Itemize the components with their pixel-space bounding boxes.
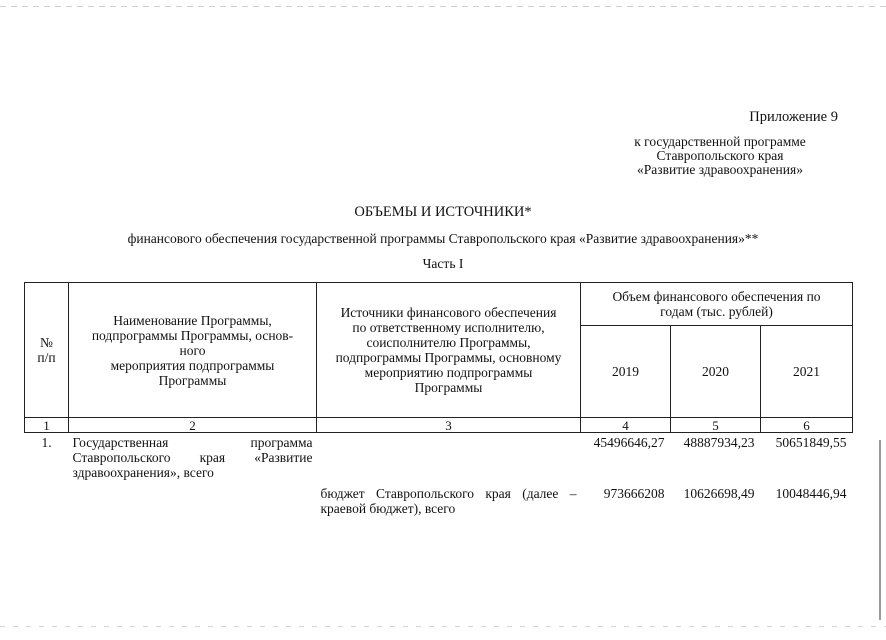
header-sources-line: мероприятию подпрограммы [364, 365, 533, 380]
header-name [69, 283, 317, 418]
header-sources-line: по ответственному исполнителю, [352, 320, 545, 335]
budget-table [24, 282, 853, 516]
header-year-2020: 2020 [671, 326, 761, 418]
header-name-line: подпрограммы Программы, основ- [91, 327, 294, 343]
header-volume [581, 283, 853, 326]
header-sources-line: Программы [414, 380, 483, 395]
column-number: 2 [69, 418, 317, 433]
row-value-2019: 973666208 [603, 486, 665, 501]
header-name-line: Программы [158, 372, 227, 388]
header-sources-line: Источники финансового обеспечения [340, 305, 557, 320]
column-number: 1 [25, 418, 69, 433]
header-year-2019: 2019 [581, 326, 671, 418]
header-sources-line: соисполнителю Программы, [366, 335, 531, 350]
header-name-line: мероприятия подпрограммы [110, 357, 275, 373]
header-name-line: Наименование Программы, [113, 312, 272, 328]
row-value-2021: 50651849,55 [775, 435, 847, 450]
row-number [25, 480, 69, 516]
appendix-reference-line: Ставропольского края [656, 148, 784, 163]
table-row [25, 480, 853, 516]
row-value-2020: 48887934,23 [683, 435, 755, 450]
column-number: 4 [581, 418, 671, 433]
header-number-line: п/п [37, 350, 56, 365]
appendix-reference [600, 135, 840, 177]
scan-edge-top [0, 6, 886, 7]
column-number: 3 [317, 418, 581, 433]
header-volume-line: годам (тыс. рублей) [660, 304, 773, 319]
appendix-label: Приложение 9 [749, 109, 838, 125]
row-number: 1. [41, 435, 52, 450]
column-number: 6 [761, 418, 853, 433]
row-name: Государственная программа Ставропольского края «Развитие здравоохранения», всего [72, 435, 313, 480]
row-source: бюджет Ставропольского края (далее – краевой бюджет), всего [320, 486, 577, 516]
scan-edge-bottom [0, 626, 886, 627]
row-name [69, 480, 317, 516]
row-value-2021: 10048446,94 [775, 486, 847, 501]
document-title: ОБЪЕМЫ И ИСТОЧНИКИ* [354, 204, 532, 220]
column-number: 5 [671, 418, 761, 433]
header-number [25, 283, 69, 418]
header-number-line: № [40, 335, 53, 350]
header-year-2021: 2021 [761, 326, 853, 418]
row-value-2020: 10626698,49 [683, 486, 755, 501]
row-source [317, 433, 581, 481]
table-row [25, 433, 853, 481]
header-sources-line: подпрограммы Программы, основному [335, 350, 562, 365]
scan-edge-right [879, 440, 881, 620]
header-sources [317, 283, 581, 418]
appendix-reference-line: «Развитие здравоохранения» [637, 162, 803, 177]
row-value-2019: 45496646,27 [593, 435, 665, 450]
appendix-reference-line: к государственной программе [634, 134, 806, 149]
document-subtitle: финансового обеспечения государственной программы Ставропольского края «Развитие здравоохранения»** [127, 231, 759, 246]
header-name-line: ного [179, 342, 206, 358]
part-label: Часть I [422, 256, 464, 271]
header-volume-line: Объем финансового обеспечения по [612, 289, 821, 304]
